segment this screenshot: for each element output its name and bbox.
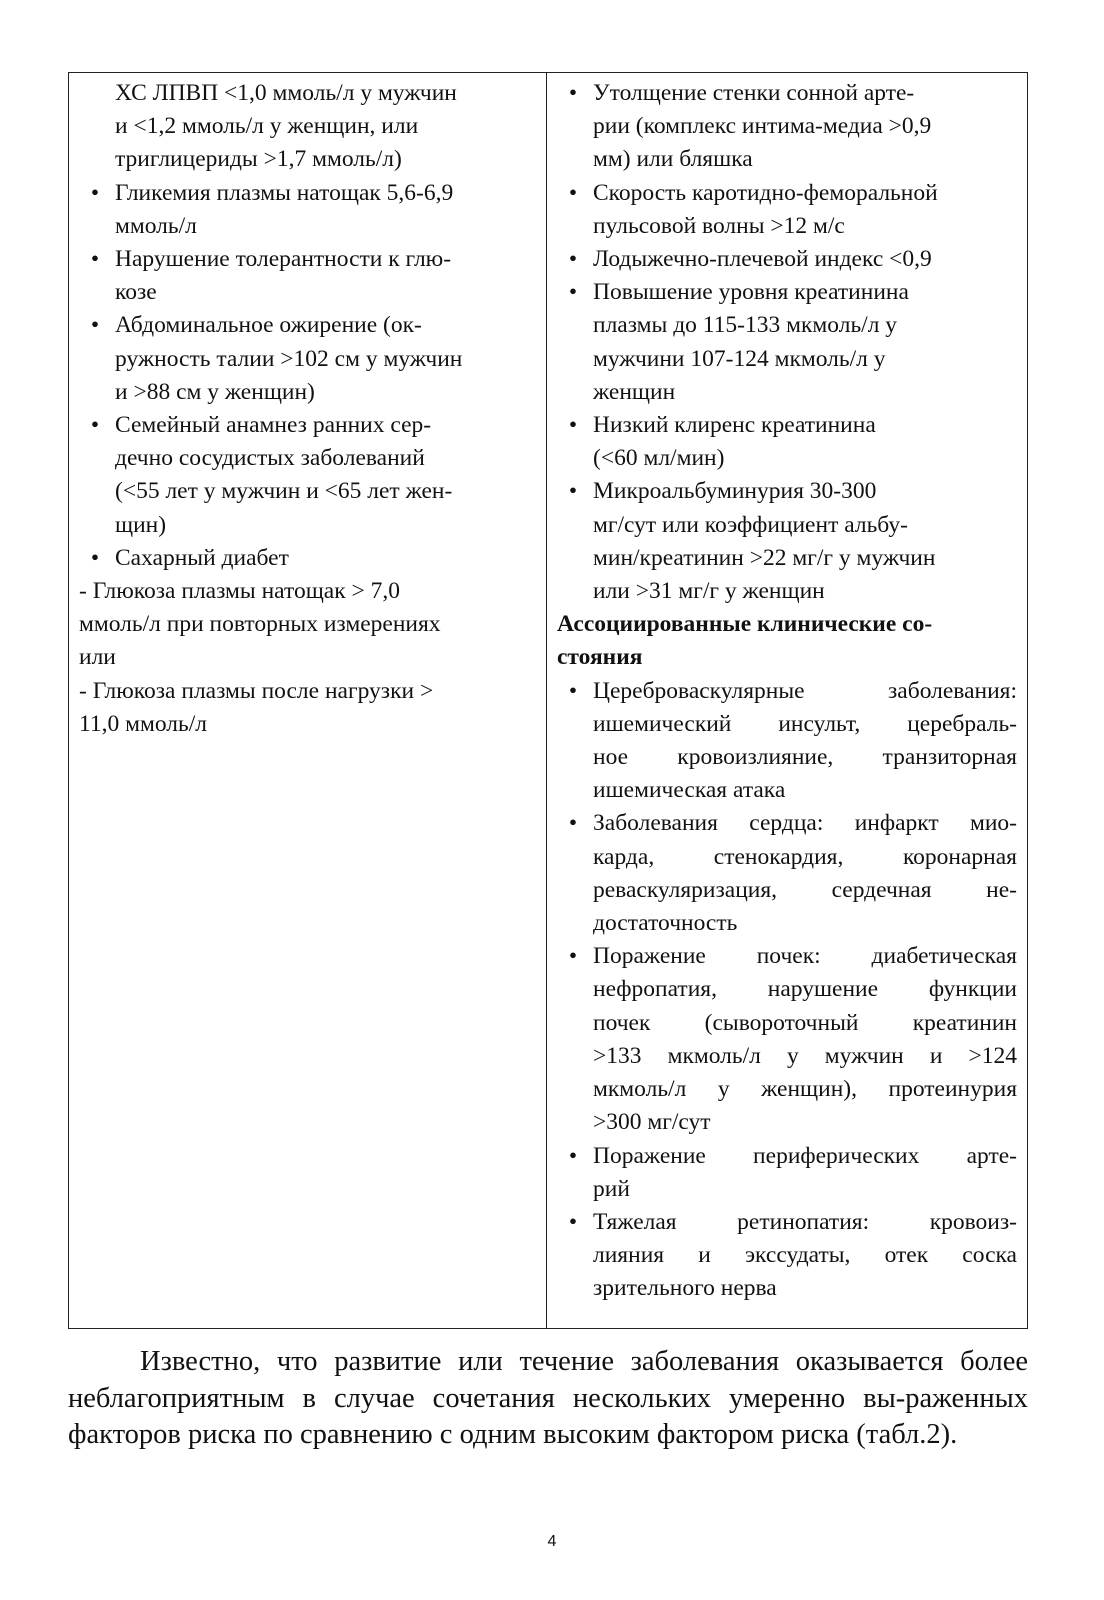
bullet-icon: • [568, 279, 578, 306]
body-paragraph [68, 1344, 1028, 1454]
list-item-line: Низкий клиренс креатинина [593, 412, 876, 439]
continuation-line: триглицериды >1,7 ммоль/л) [115, 146, 402, 173]
list-item-line: рии (комплекс интима-медиа >0,9 [593, 113, 932, 140]
list-item-line: рий [593, 1175, 630, 1202]
list-item-line: мкмоль/л у женщин), протеинурия [593, 1076, 1017, 1103]
list-item [557, 475, 1017, 608]
glucose-notes [79, 575, 536, 741]
table-column-left [69, 73, 547, 1328]
bullet-icon: • [90, 544, 100, 571]
list-item-line: ное кровоизлияние, транзиторная [593, 744, 1017, 771]
note-line: или [79, 644, 116, 671]
bullet-icon: • [568, 1208, 578, 1235]
list-item-line: дечно сосудистых заболеваний [115, 445, 425, 472]
list-item-line: >133 мкмоль/л у мужчин и >124 [593, 1042, 1017, 1069]
list-item-line: Заболевания сердца: инфаркт мио- [593, 810, 1017, 837]
list-item-line: (<55 лет у мужчин и <65 лет жен- [115, 478, 453, 505]
list-item [79, 243, 536, 309]
note-line: - Глюкоза плазмы после нагрузки > [79, 677, 434, 704]
continuation-text [79, 77, 536, 177]
list-item-line: Нарушение толерантности к глю- [115, 246, 452, 273]
heading-line: Ассоциированные клинические со- [557, 611, 933, 638]
list-item-line: нефропатия, нарушение функции [593, 976, 1017, 1003]
table-column-right [547, 73, 1027, 1328]
list-item-line: >300 мг/сут [593, 1109, 711, 1136]
list-item-line: ммоль/л [115, 212, 197, 239]
list-item-line: Семейный анамнез ранних сер- [115, 412, 432, 439]
bullet-icon: • [90, 312, 100, 339]
associated-conditions-list [557, 675, 1017, 1306]
risk-factors-table [68, 72, 1028, 1329]
list-item-line: женщин [593, 378, 676, 405]
left-bullet-list [79, 177, 536, 575]
note-line: 11,0 ммоль/л [79, 710, 208, 737]
bullet-icon: • [568, 246, 578, 273]
list-item-line: (<60 мл/мин) [593, 445, 725, 472]
bullet-icon: • [568, 810, 578, 837]
bullet-icon: • [568, 478, 578, 505]
bullet-icon: • [90, 179, 100, 206]
list-item-line: почек (сывороточный креатинин [593, 1009, 1017, 1036]
continuation-line: и <1,2 ммоль/л у женщин, или [115, 113, 419, 140]
bullet-icon: • [568, 1142, 578, 1169]
list-item-line: лияния и экссудаты, отек соска [593, 1242, 1017, 1269]
list-item-line: Гликемия плазмы натощак 5,6-6,9 [115, 179, 454, 206]
list-item [557, 807, 1017, 940]
list-item [557, 675, 1017, 808]
bullet-icon: • [568, 943, 578, 970]
list-item [557, 243, 1017, 276]
list-item-line: щин) [115, 511, 167, 538]
list-item-line: мин/креатинин >22 мг/г у мужчин [593, 544, 936, 571]
list-item-line: зрительного нерва [593, 1275, 777, 1302]
list-item [557, 409, 1017, 475]
list-item [557, 1140, 1017, 1206]
list-item-line: мужчини 107-124 мкмоль/л у [593, 345, 886, 372]
list-item-line: Поражение периферических арте- [593, 1142, 1017, 1169]
list-item [557, 276, 1017, 409]
list-item-line: или >31 мг/г у женщин [593, 578, 825, 605]
list-item-line: ружность талии >102 см у мужчин [115, 345, 463, 372]
list-item-line: ишемическая атака [593, 777, 786, 804]
note-line: ммоль/л при повторных измерениях [79, 611, 441, 638]
list-item [79, 177, 536, 243]
list-item-line: Абдоминальное ожирение (ок- [115, 312, 422, 339]
list-item-line: Утолщение стенки сонной арте- [593, 80, 915, 106]
list-item [557, 177, 1017, 243]
list-item [79, 542, 536, 575]
heading-line: стояния [557, 644, 643, 671]
note-line: - Глюкоза плазмы натощак > 7,0 [79, 578, 401, 605]
list-item-line: достаточность [593, 910, 738, 937]
paragraph-text: Известно, что развитие или течение заболевания оказывается более неблагоприятным в случае сочетания нескольких умеренно вы-раженных факторов риска по сравнению с одним высоким фактором риска (табл.2). [68, 1346, 1028, 1450]
list-item-line: мм) или бляшка [593, 146, 753, 173]
bullet-icon: • [90, 246, 100, 273]
list-item [79, 309, 536, 409]
list-item-line: карда, стенокардия, коронарная [593, 843, 1017, 870]
list-item-line: Лодыжечно-плечевой индекс <0,9 [593, 246, 932, 273]
list-item-line: Микроальбуминурия 30-300 [593, 478, 877, 505]
list-item-line: пульсовой волны >12 м/с [593, 212, 845, 239]
bullet-icon: • [568, 677, 578, 704]
list-item-line: Поражение почек: диабетическая [593, 943, 1017, 970]
associated-conditions-heading [557, 608, 1017, 674]
page-number: 4 [547, 1533, 557, 1550]
list-item-line: ишемический инсульт, церебраль- [593, 710, 1017, 737]
list-item-line: Тяжелая ретинопатия: кровоиз- [593, 1208, 1017, 1235]
bullet-icon: • [568, 80, 578, 106]
right-bullet-list [557, 77, 1017, 608]
bullet-icon: • [568, 179, 578, 206]
list-item [79, 409, 536, 542]
list-item-line: Скорость каротидно-феморальной [593, 179, 938, 206]
list-item-line: мг/сут или коэффициент альбу- [593, 511, 908, 538]
list-item-line: козе [115, 279, 157, 306]
continuation-line: ХС ЛПВП <1,0 ммоль/л у мужчин [115, 80, 457, 106]
list-item [557, 1206, 1017, 1306]
list-item-line: и >88 см у женщин) [115, 378, 315, 405]
list-item [557, 940, 1017, 1139]
list-item-line: Повышение уровня креатинина [593, 279, 909, 306]
bullet-icon: • [568, 412, 578, 439]
list-item-line: плазмы до 115-133 мкмоль/л у [593, 312, 898, 339]
bullet-icon: • [90, 412, 100, 439]
list-item-line: реваскуляризация, сердечная не- [593, 876, 1017, 903]
list-item-line: Сахарный диабет [115, 544, 289, 571]
list-item [557, 77, 1017, 177]
list-item-line: Цереброваскулярные заболевания: [593, 677, 1017, 704]
